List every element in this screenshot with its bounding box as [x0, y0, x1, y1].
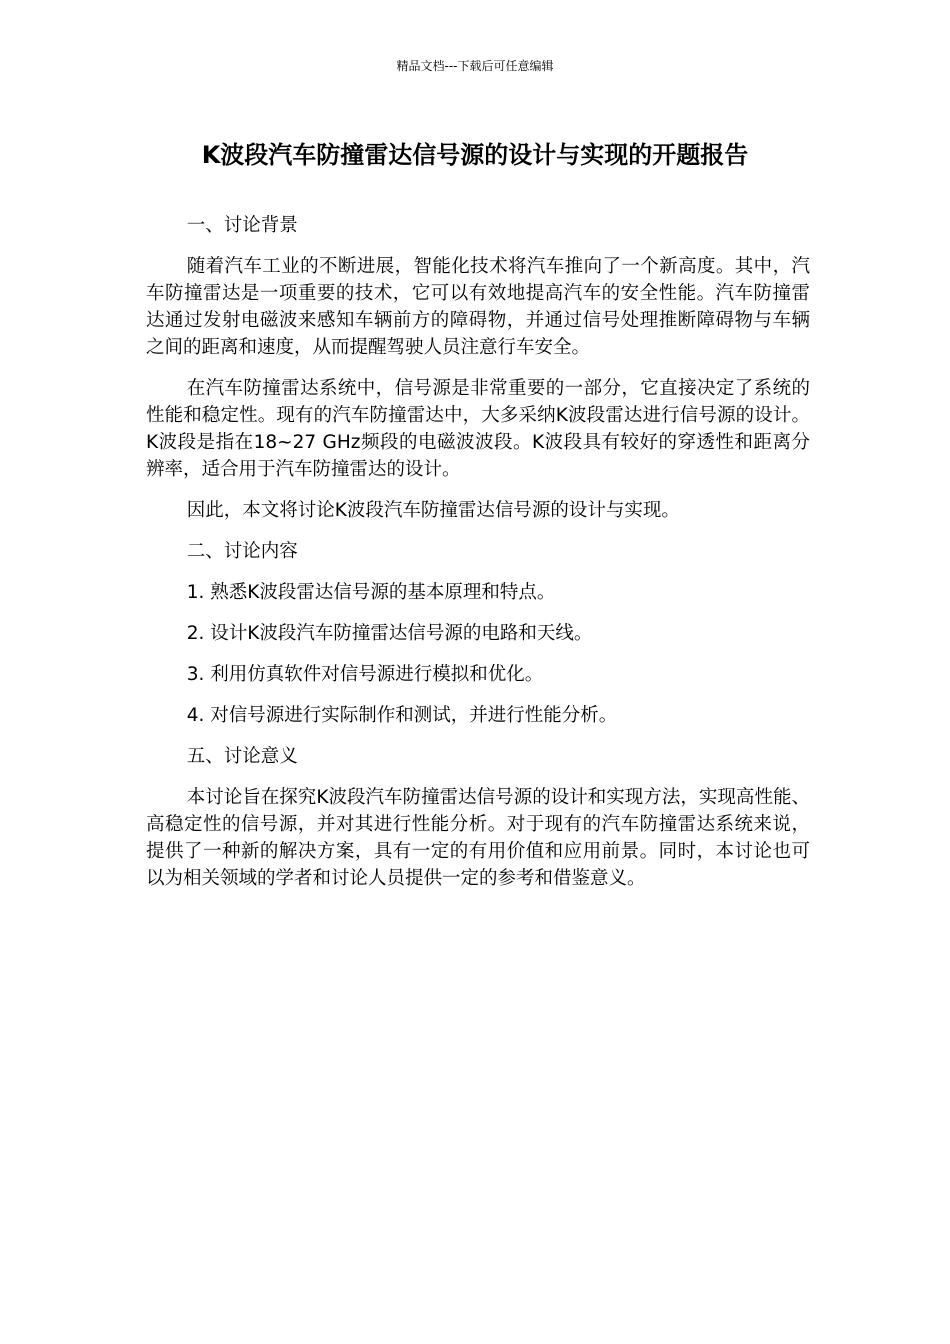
paragraph-background-3: 因此，本文将讨论K波段汽车防撞雷达信号源的设计与实现。 — [186, 500, 680, 521]
document-title: K波段汽车防撞雷达信号源的设计与实现的开题报告 — [201, 141, 749, 169]
section-heading-background: 一、讨论背景 — [186, 215, 298, 236]
paragraph-background-2: 在汽车防撞雷达系统中，信号源是非常重要的一部分，它直接决定了系统的性能和稳定性。现有的汽车防撞雷达中，大多采纳K波段雷达进行信号源的设计。K波段是指在18~27 GHz频段的电磁波波段。K波段具有较好的穿透性和距离分辨率，适合用于汽车防撞雷达的设计。 — [146, 378, 810, 480]
list-item-content-4: 4. 对信号源进行实际制作和测试，并进行性能分析。 — [186, 705, 618, 726]
list-item-content-3: 3. 利用仿真软件对信号源进行模拟和优化。 — [186, 664, 544, 685]
paragraph-significance-1: 本讨论旨在探究K波段汽车防撞雷达信号源的设计和实现方法，实现高性能、高稳定性的信号源，并对其进行性能分析。对于现有的汽车防撞雷达系统来说，提供了一种新的解决方案，具有一定的有用价值和应用前景。同时，本讨论也可以为相关领域的学者和讨论人员提供一定的参考和借鉴意义。 — [146, 787, 810, 889]
document-body — [146, 212, 810, 906]
paragraph-background-1: 随着汽车工业的不断进展，智能化技术将汽车推向了一个新高度。其中，汽车防撞雷达是一项重要的技术，它可以有效地提高汽车的安全性能。汽车防撞雷达通过发射电磁波来感知车辆前方的障碍物，并通过信号处理推断障碍物与车辆之间的距离和速度，从而提醒驾驶人员注意行车安全。 — [146, 256, 810, 358]
section-heading-content: 二、讨论内容 — [186, 541, 298, 562]
page-header: 精品文档---下载后可任意编辑 — [396, 59, 554, 73]
section-heading-significance: 五、讨论意义 — [186, 746, 298, 767]
list-item-content-1: 1. 熟悉K波段雷达信号源的基本原理和特点。 — [186, 582, 556, 603]
list-item-content-2: 2. 设计K波段汽车防撞雷达信号源的电路和天线。 — [186, 623, 593, 644]
